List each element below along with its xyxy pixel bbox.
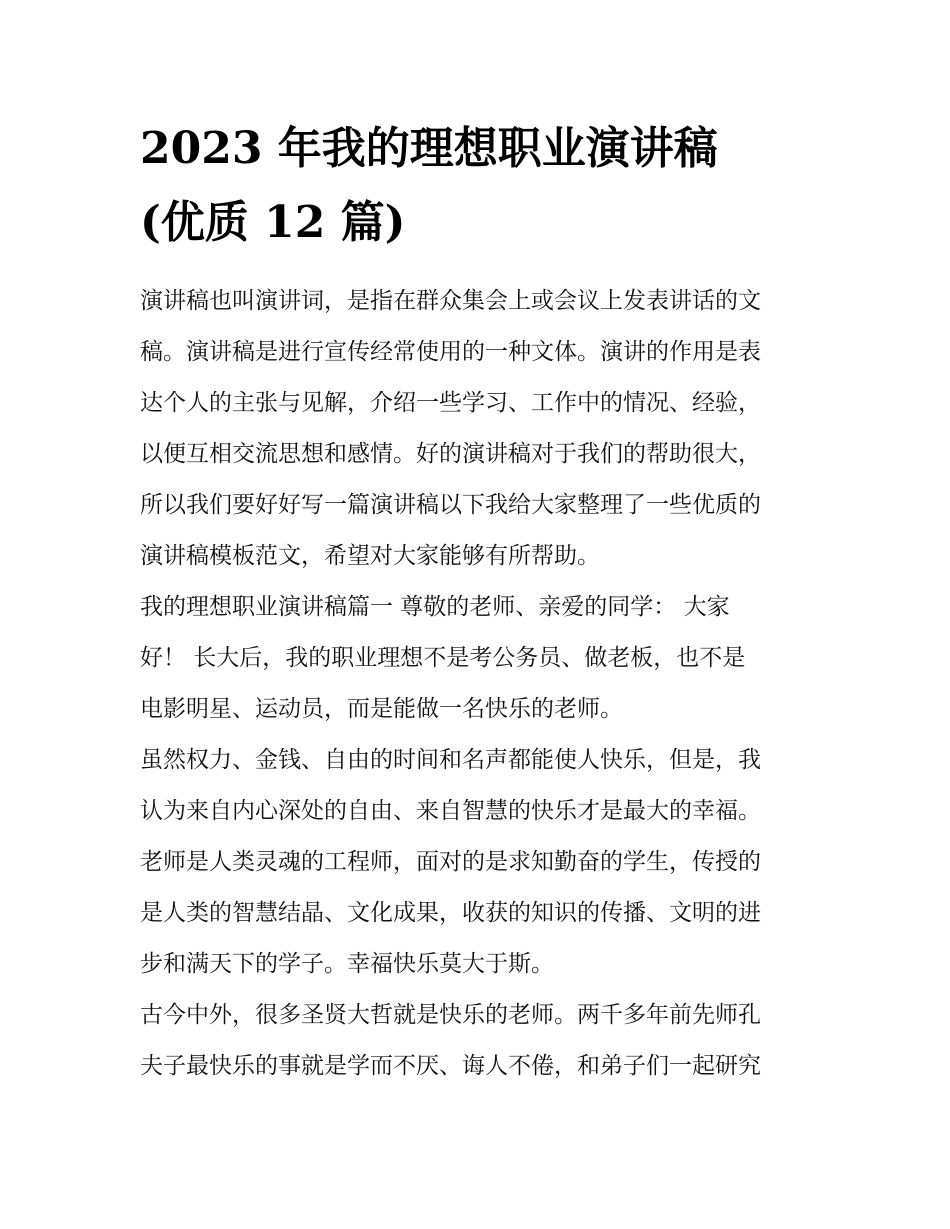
text-line: 步和满天下的学子。幸福快乐莫大于斯。 <box>140 951 554 977</box>
text-line: 以便互相交流思想和感情。好的演讲稿对于我们的帮助很大， <box>140 441 761 467</box>
text-line: 夫子最快乐的事就是学而不厌、诲人不倦，和弟子们一起研究 <box>140 1053 761 1079</box>
text-line: 稿。演讲稿是进行宣传经常使用的一种文体。演讲的作用是表 <box>140 339 761 365</box>
document-body <box>140 276 820 1092</box>
title-line-2: (优质 12 篇) <box>140 197 406 248</box>
text-line: 演讲稿模板范文，希望对大家能够有所帮助。 <box>140 543 600 569</box>
text-line: 认为来自内心深处的自由、来自智慧的快乐才是最大的幸福。 <box>140 798 761 824</box>
text-line: 我的理想职业演讲稿篇一 尊敬的老师、亲爱的同学： 大家 <box>140 594 730 620</box>
paragraph-happiness <box>140 735 820 990</box>
text-line: 古今中外，很多圣贤大哲就是快乐的老师。两千多年前先师孔 <box>140 1002 761 1028</box>
title-line-1: 2023 年我的理想职业演讲稿 <box>140 123 718 174</box>
text-line: 达个人的主张与见解，介绍一些学习、工作中的情况、经验， <box>140 390 761 416</box>
document-title <box>140 112 820 260</box>
paragraph-intro <box>140 276 820 582</box>
text-line: 是人类的智慧结晶、文化成果，收获的知识的传播、文明的进 <box>140 900 761 926</box>
text-line: 好！ 长大后，我的职业理想不是考公务员、做老板，也不是 <box>140 645 746 671</box>
text-line: 演讲稿也叫演讲词，是指在群众集会上或会议上发表讲话的文 <box>140 288 761 314</box>
paragraph-speech-opening <box>140 582 820 735</box>
paragraph-sages <box>140 990 820 1092</box>
text-line: 电影明星、运动员，而是能做一名快乐的老师。 <box>140 696 623 722</box>
text-line: 所以我们要好好写一篇演讲稿以下我给大家整理了一些优质的 <box>140 492 761 518</box>
text-line: 老师是人类灵魂的工程师，面对的是求知勤奋的学生，传授的 <box>140 849 761 875</box>
text-line: 虽然权力、金钱、自由的时间和名声都能使人快乐，但是，我 <box>140 747 761 773</box>
